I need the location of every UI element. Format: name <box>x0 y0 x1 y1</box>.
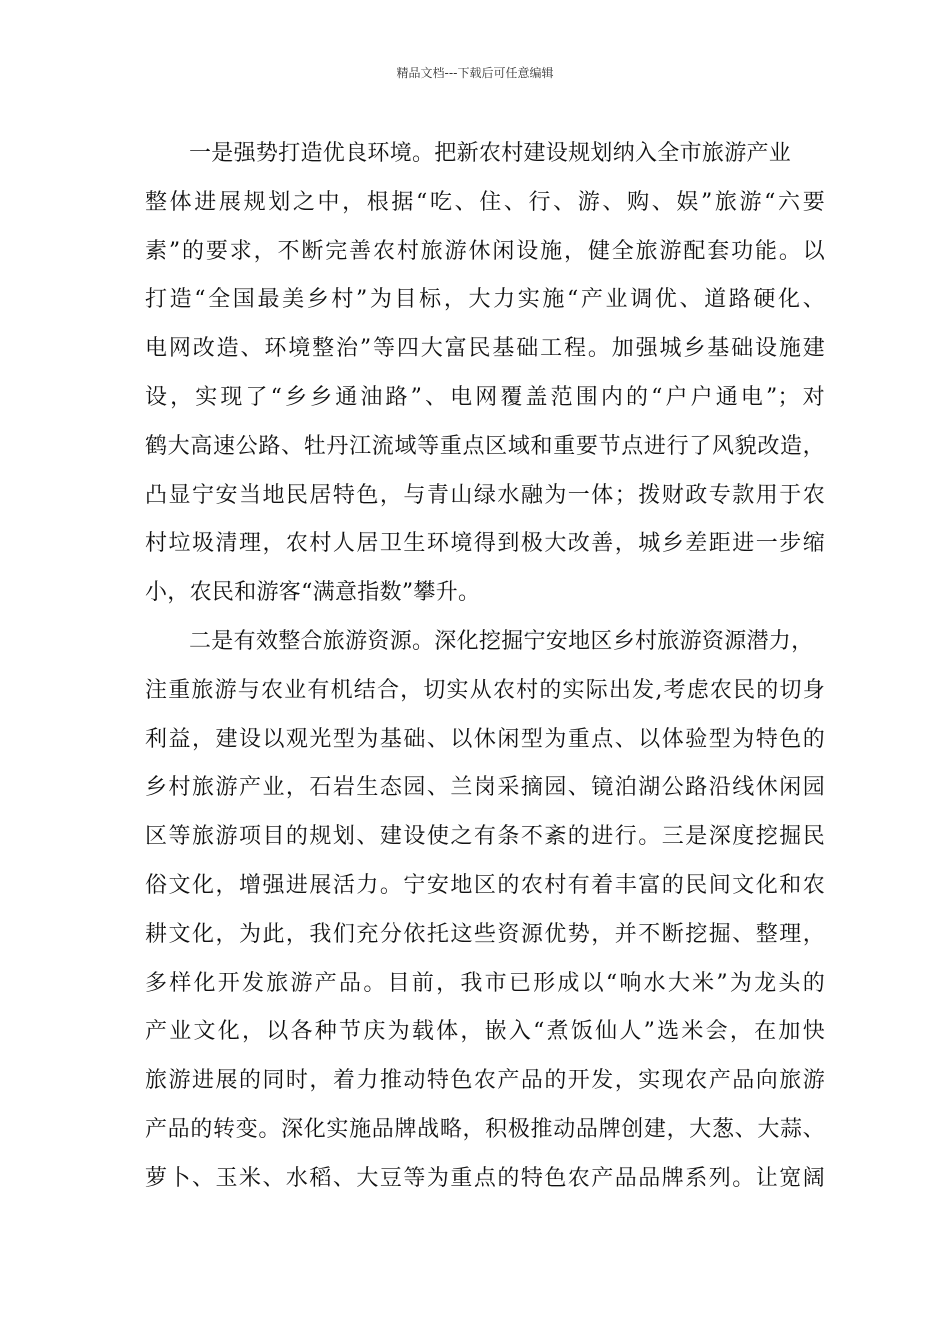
paragraph-line: 利益，建设以观光型为基础、以休闲型为重点、以体验型为特色的 <box>145 726 825 752</box>
paragraph-line: 旅游进展的同时，着力推动特色农产品的开发，实现农产品向旅游 <box>145 1068 825 1094</box>
paragraph-line: 村垃圾清理，农村人居卫生环境得到极大改善，城乡差距进一步缩 <box>145 531 825 557</box>
paragraph-line: 素”的要求，不断完善农村旅游休闲设施，健全旅游配套功能。以 <box>145 238 825 264</box>
paragraph-line: 产品的转变。深化实施品牌战略，积极推动品牌创建，大葱、大蒜、 <box>145 1116 825 1142</box>
paragraph-line: 萝卜、玉米、水稻、大豆等为重点的特色农产品品牌系列。让宽阔 <box>145 1165 825 1191</box>
paragraph-line: 电网改造、环境整治”等四大富民基础工程。加强城乡基础设施建 <box>145 336 825 362</box>
page-header: 精品文档---下载后可任意编辑 <box>396 66 554 80</box>
paragraph-line: 小，农民和游客“满意指数”攀升。 <box>145 580 481 606</box>
paragraph-resources <box>145 618 825 1204</box>
paragraph-line: 区等旅游项目的规划、建设使之有条不紊的进行。三是深度挖掘民 <box>145 824 825 850</box>
paragraph-line: 俗文化，增强进展活力。宁安地区的农村有着丰富的民间文化和农 <box>145 872 825 898</box>
paragraph-line: 乡村旅游产业，石岩生态园、兰岗采摘园、镜泊湖公路沿线休闲园 <box>145 775 825 801</box>
paragraph-line: 一是强势打造优良环境。把新农村建设规划纳入全市旅游产业 <box>189 141 792 166</box>
document-body <box>145 130 825 1204</box>
paragraph-line: 注重旅游与农业有机结合，切实从农村的实际出发,考虑农民的切身 <box>145 677 825 703</box>
paragraph-line: 鹤大高速公路、牡丹江流域等重点区域和重要节点进行了风貌改造， <box>145 433 825 459</box>
paragraph-line: 耕文化，为此，我们充分依托这些资源优势，并不断挖掘、整理， <box>145 921 825 947</box>
paragraph-line: 产业文化，以各种节庆为载体，嵌入“煮饭仙人”选米会，在加快 <box>145 1019 825 1045</box>
paragraph-line: 打造“全国最美乡村”为目标，大力实施“产业调优、道路硬化、 <box>145 287 825 313</box>
paragraph-line: 整体进展规划之中，根据“吃、住、行、游、购、娱”旅游“六要 <box>145 189 825 215</box>
paragraph-line: 凸显宁安当地民居特色，与青山绿水融为一体；拨财政专款用于农 <box>145 482 825 508</box>
paragraph-line: 多样化开发旅游产品。目前，我市已形成以“响水大米”为龙头的 <box>145 970 825 996</box>
paragraph-environment <box>145 130 825 618</box>
paragraph-line: 设，实现了“乡乡通油路”、电网覆盖范围内的“户户通电”；对 <box>145 384 825 410</box>
paragraph-line: 二是有效整合旅游资源。深化挖掘宁安地区乡村旅游资源潜力， <box>189 628 814 654</box>
